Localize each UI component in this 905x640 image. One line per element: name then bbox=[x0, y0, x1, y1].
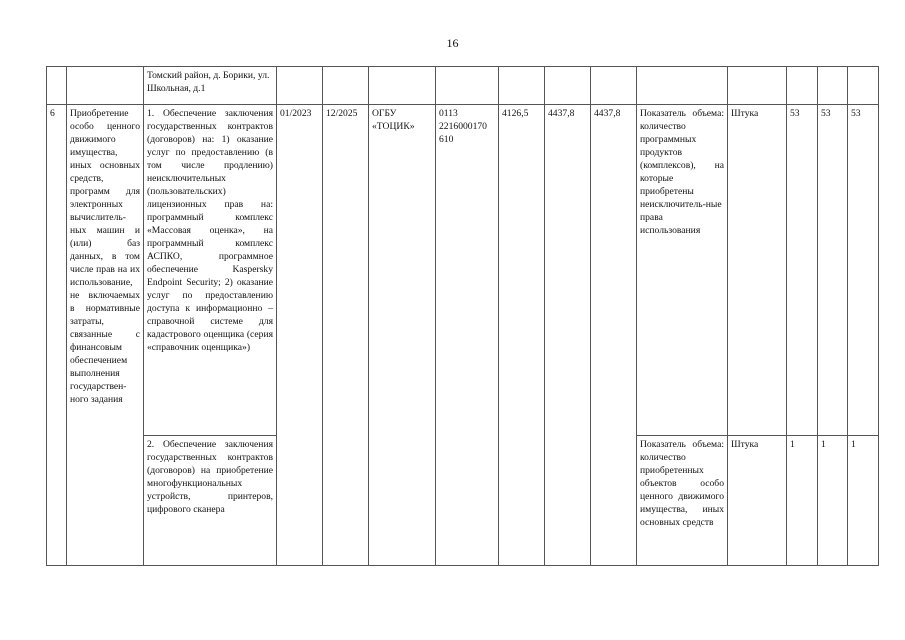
event-2-text: 2. Обеспечение заключения государственных контрактов (договоров) на приобретение многофункциональных устройств, принтеров, цифрового сканера bbox=[144, 436, 277, 566]
event-2-unit: Штука bbox=[728, 436, 787, 566]
task-cell: Приобретение особо ценного движимого имущества, иных основных средств, программ для электронных вычислитель-ных машин и (или) баз данных, в том числе прав на их использование, не включаемых в нормативные затраты, связанные с финансовым обеспечением выполнения государствен-ного задания bbox=[67, 105, 144, 566]
event-2-value-1: 1 bbox=[787, 436, 818, 566]
start-date: 01/2023 bbox=[277, 105, 323, 566]
executor-cell: ОГБУ «ТОЦИК» bbox=[369, 105, 436, 566]
sum-3: 4437,8 bbox=[591, 105, 637, 566]
event-2-value-3: 1 bbox=[848, 436, 879, 566]
event-1-value-3: 53 bbox=[848, 105, 879, 436]
event-2-value-2: 1 bbox=[818, 436, 848, 566]
events-table bbox=[46, 66, 879, 566]
sum-2: 4437,8 bbox=[545, 105, 591, 566]
table-row bbox=[47, 105, 879, 436]
event-1-value-2: 53 bbox=[818, 105, 848, 436]
row-number: 6 bbox=[47, 105, 67, 566]
event-2-indicator: Показатель объема: количество приобретенных объектов особо ценного движимого имущества, иных основных средств bbox=[637, 436, 728, 566]
kbk-cell: 0113 2216000170 610 bbox=[436, 105, 499, 566]
end-date: 12/2025 bbox=[323, 105, 369, 566]
event-1-indicator: Показатель объема: количество программных продуктов (комплексов), на которые приобретены неисключитель-ные права использования bbox=[637, 105, 728, 436]
event-1-unit: Штука bbox=[728, 105, 787, 436]
page-number: 16 bbox=[446, 36, 459, 50]
address-cell: Томский район, д. Борики, ул. Школьная, д.1 bbox=[144, 67, 277, 105]
continuation-row bbox=[47, 67, 879, 105]
sum-1: 4126,5 bbox=[499, 105, 545, 566]
event-1-text: 1. Обеспечение заключения государственных контрактов (договоров) на: 1) оказание услуг по предоставлению (в том числе продлению) неисключительных (пользовательских) лицензионных прав на: программный комплекс «Массовая оценка», на программный комплекс АСПКО, программное обеспечение Kaspersky Endpoint Security; 2) оказание услуг по предоставлению доступа к информационно – справочной системе для кадастрового оценщика (серия «справочник оценщика») bbox=[144, 105, 277, 436]
event-1-value-1: 53 bbox=[787, 105, 818, 436]
